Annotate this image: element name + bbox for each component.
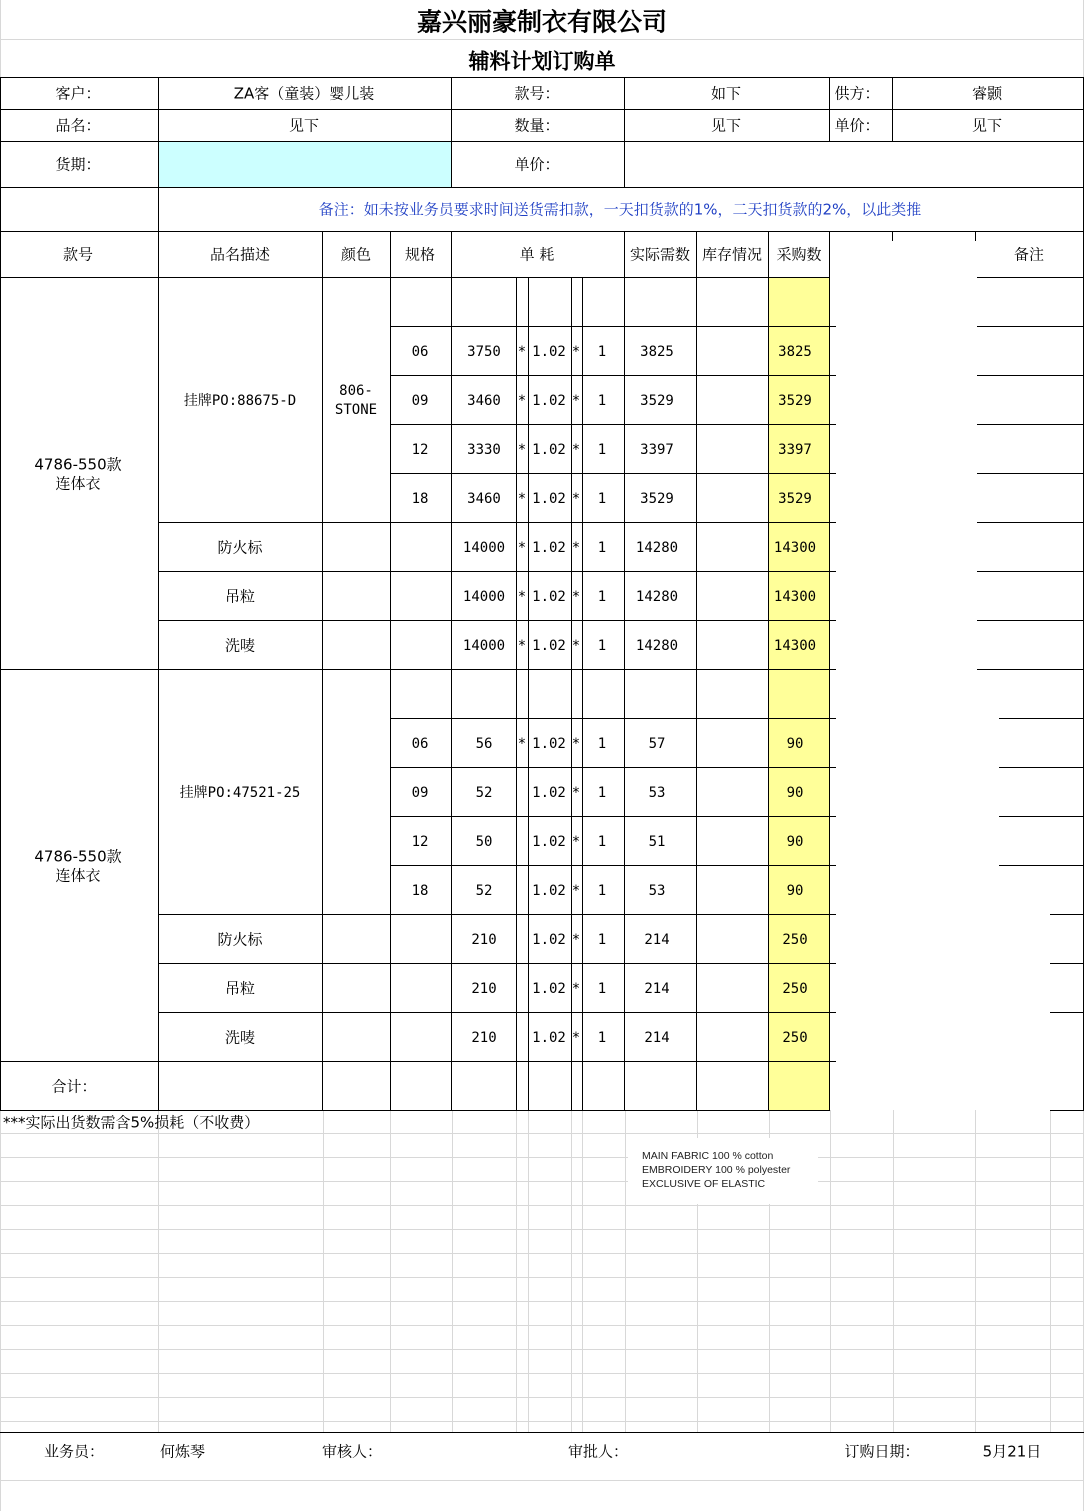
col-header-remark: 备注 <box>1013 245 1045 264</box>
customer-label: 客户： <box>55 84 101 103</box>
order-date-value: 5月21日 <box>982 1442 1042 1461</box>
multiply-sign: * <box>517 491 527 507</box>
product-label: 品名： <box>55 116 101 135</box>
factor-cell: 1.02 <box>532 785 566 801</box>
qty-value: 见下 <box>710 116 742 135</box>
size-cell: 09 <box>411 393 429 409</box>
actual-qty-cell: 3529 <box>640 393 674 409</box>
purchase-qty-cell: 14300 <box>773 638 817 654</box>
actual-qty-cell: 53 <box>648 785 666 801</box>
remark-note: 备注：如未按业务员要求时间送货需扣款，一天扣货款的1%，二天扣货款的2%，以此类推 <box>318 200 922 219</box>
purchase-qty-cell: 90 <box>786 834 804 850</box>
item-desc-cell: 防火标 <box>217 930 263 949</box>
qty-cell: 210 <box>471 981 497 997</box>
purchase-qty-cell: 14300 <box>773 540 817 556</box>
multiply-sign: * <box>571 1030 581 1046</box>
multiplier-cell: 1 <box>597 981 607 997</box>
product-value: 见下 <box>288 116 320 135</box>
qty-cell: 14000 <box>462 638 506 654</box>
col-header-purchase: 采购数 <box>776 245 822 264</box>
multiplier-cell: 1 <box>597 491 607 507</box>
factor-cell: 1.02 <box>532 883 566 899</box>
style-no-label: 款号： <box>514 84 560 103</box>
style-no-cell: 4786-550款 <box>34 455 122 474</box>
actual-qty-cell: 214 <box>644 1030 670 1046</box>
style-no-cell: 4786-550款 <box>34 847 122 866</box>
qty-cell: 14000 <box>462 540 506 556</box>
qty-cell: 50 <box>475 834 493 850</box>
multiply-sign: * <box>571 981 581 997</box>
col-header-color: 颜色 <box>340 245 372 264</box>
qty-cell: 3750 <box>467 344 501 360</box>
purchase-qty-cell: 250 <box>782 932 808 948</box>
fabric-line: MAIN FABRIC 100 % cotton <box>642 1150 774 1162</box>
multiply-sign: * <box>571 589 581 605</box>
purchase-qty-cell: 3397 <box>778 442 812 458</box>
multiply-sign: * <box>517 344 527 360</box>
size-cell: 12 <box>411 834 429 850</box>
style-name-cell: 连体衣 <box>55 866 101 885</box>
customer-value: ZA客（童装）婴儿装 <box>233 84 375 103</box>
col-header-unit-use: 单 耗 <box>519 245 555 264</box>
multiplier-cell: 1 <box>597 540 607 556</box>
col-header-size: 规格 <box>404 245 436 264</box>
col-header-stock: 库存情况 <box>701 245 763 264</box>
factor-cell: 1.02 <box>532 981 566 997</box>
multiply-sign: * <box>571 736 581 752</box>
hangtag-desc: 挂牌PO:88675-D <box>183 393 297 409</box>
factor-cell: 1.02 <box>532 540 566 556</box>
item-desc-cell: 洗唛 <box>224 1028 256 1047</box>
multiply-sign: * <box>517 540 527 556</box>
purchase-qty-cell: 3529 <box>778 491 812 507</box>
footnote: ***实际出货数需含5%损耗（不收费） <box>3 1113 260 1132</box>
unit-price-label: 单价： <box>514 155 560 174</box>
company-title: 嘉兴丽豪制衣有限公司 <box>416 7 668 37</box>
size-cell: 18 <box>411 883 429 899</box>
hangtag-desc: 挂牌PO:47521-25 <box>179 785 301 801</box>
size-cell: 12 <box>411 442 429 458</box>
salesperson-value: 何炼琴 <box>160 1442 206 1461</box>
factor-cell: 1.02 <box>532 736 566 752</box>
multiply-sign: * <box>517 638 527 654</box>
factor-cell: 1.02 <box>532 393 566 409</box>
factor-cell: 1.02 <box>532 1030 566 1046</box>
item-desc-cell: 洗唛 <box>224 636 256 655</box>
purchase-qty-cell: 3529 <box>778 393 812 409</box>
multiplier-cell: 1 <box>597 932 607 948</box>
qty-cell: 210 <box>471 1030 497 1046</box>
multiply-sign: * <box>571 883 581 899</box>
multiplier-cell: 1 <box>597 883 607 899</box>
size-cell: 06 <box>411 736 429 752</box>
actual-qty-cell: 3529 <box>640 491 674 507</box>
qty-cell: 52 <box>475 785 493 801</box>
col-header-desc: 品名描述 <box>209 245 271 264</box>
multiplier-cell: 1 <box>597 589 607 605</box>
multiply-sign: * <box>571 540 581 556</box>
purchase-qty-cell: 90 <box>786 736 804 752</box>
document-title: 辅料计划订购单 <box>468 48 616 74</box>
unit-price-label: 单价： <box>834 116 880 135</box>
multiplier-cell: 1 <box>597 638 607 654</box>
actual-qty-cell: 214 <box>644 932 670 948</box>
qty-cell: 52 <box>475 883 493 899</box>
multiplier-cell: 1 <box>597 442 607 458</box>
color-code: 806- <box>339 383 373 399</box>
purchase-qty-cell: 250 <box>782 981 808 997</box>
factor-cell: 1.02 <box>532 344 566 360</box>
approver-label: 审批人： <box>567 1442 629 1461</box>
qty-label: 数量： <box>514 116 560 135</box>
fabric-line: EMBROIDERY 100 % polyester <box>642 1164 791 1176</box>
multiply-sign: * <box>571 932 581 948</box>
multiply-sign: * <box>517 736 527 752</box>
reviewer-label: 审核人： <box>321 1442 383 1461</box>
multiply-sign: * <box>571 344 581 360</box>
purchase-qty-cell: 3825 <box>778 344 812 360</box>
qty-cell: 14000 <box>462 589 506 605</box>
supplier-value: 睿颢 <box>971 84 1003 103</box>
factor-cell: 1.02 <box>532 638 566 654</box>
actual-qty-cell: 3397 <box>640 442 674 458</box>
actual-qty-cell: 57 <box>648 736 666 752</box>
item-desc-cell: 吊粒 <box>224 587 256 606</box>
col-header-actual: 实际需数 <box>629 245 691 264</box>
factor-cell: 1.02 <box>532 589 566 605</box>
col-header-style: 款号 <box>62 245 94 264</box>
salesperson-label: 业务员： <box>43 1442 105 1461</box>
qty-cell: 210 <box>471 932 497 948</box>
multiply-sign: * <box>517 442 527 458</box>
actual-qty-cell: 14280 <box>635 589 679 605</box>
qty-cell: 3330 <box>467 442 501 458</box>
factor-cell: 1.02 <box>532 491 566 507</box>
qty-cell: 3460 <box>467 393 501 409</box>
multiplier-cell: 1 <box>597 1030 607 1046</box>
color-name: STONE <box>334 402 378 418</box>
size-cell: 18 <box>411 491 429 507</box>
actual-qty-cell: 3825 <box>640 344 674 360</box>
multiply-sign: * <box>571 785 581 801</box>
order-date-label: 订购日期： <box>844 1442 920 1461</box>
actual-qty-cell: 53 <box>648 883 666 899</box>
fabric-line: EXCLUSIVE OF ELASTIC <box>642 1178 766 1190</box>
multiply-sign: * <box>571 638 581 654</box>
total-label: 合计： <box>51 1077 97 1096</box>
multiplier-cell: 1 <box>597 393 607 409</box>
multiply-sign: * <box>571 834 581 850</box>
actual-qty-cell: 14280 <box>635 540 679 556</box>
purchase-qty-cell: 90 <box>786 785 804 801</box>
item-desc-cell: 防火标 <box>217 538 263 557</box>
factor-cell: 1.02 <box>532 932 566 948</box>
multiplier-cell: 1 <box>597 834 607 850</box>
actual-qty-cell: 51 <box>648 834 666 850</box>
multiply-sign: * <box>517 393 527 409</box>
delivery-label: 货期： <box>55 155 101 174</box>
multiplier-cell: 1 <box>597 736 607 752</box>
style-name-cell: 连体衣 <box>55 474 101 493</box>
actual-qty-cell: 14280 <box>635 638 679 654</box>
factor-cell: 1.02 <box>532 834 566 850</box>
multiply-sign: * <box>571 393 581 409</box>
style-no-value: 如下 <box>710 84 742 103</box>
factor-cell: 1.02 <box>532 442 566 458</box>
multiplier-cell: 1 <box>597 344 607 360</box>
item-desc-cell: 吊粒 <box>224 979 256 998</box>
qty-cell: 3460 <box>467 491 501 507</box>
multiply-sign: * <box>571 442 581 458</box>
size-cell: 06 <box>411 344 429 360</box>
purchase-qty-cell: 14300 <box>773 589 817 605</box>
actual-qty-cell: 214 <box>644 981 670 997</box>
multiply-sign: * <box>571 491 581 507</box>
purchase-qty-cell: 250 <box>782 1030 808 1046</box>
delivery-fill <box>158 142 451 187</box>
supplier-label: 供方： <box>834 84 880 103</box>
qty-cell: 56 <box>475 736 493 752</box>
multiply-sign: * <box>517 589 527 605</box>
multiplier-cell: 1 <box>597 785 607 801</box>
purchase-qty-cell: 90 <box>786 883 804 899</box>
unit-price-value: 见下 <box>971 116 1003 135</box>
fabric-composition-image <box>628 1138 818 1204</box>
size-cell: 09 <box>411 785 429 801</box>
